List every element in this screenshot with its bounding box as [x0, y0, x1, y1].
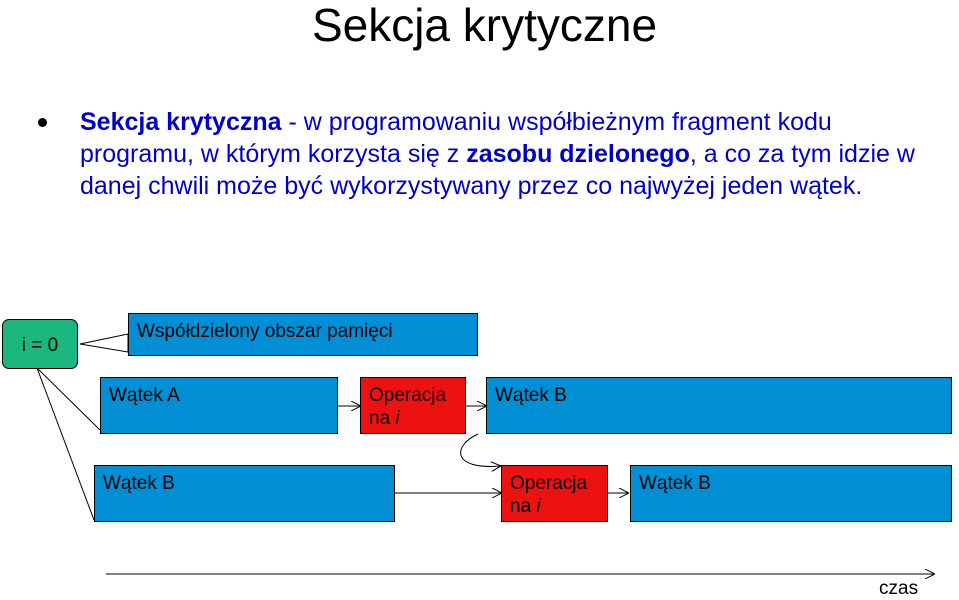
operation-line1: Operacja [369, 385, 447, 406]
operation-var: i [395, 408, 400, 429]
term-critical-section: Sekcja krytyczna [80, 108, 282, 136]
thread-b-box-row2: Wątek B [94, 465, 395, 522]
callout-wedge [80, 334, 128, 352]
operation-line2-prefix: na [369, 408, 396, 429]
definition-part-2: , a co za tym idzie w danej chwili może być wykorzystywany przez co najwyżej jeden wątek. [80, 140, 915, 200]
variable-box: i = 0 [2, 319, 78, 369]
link-to-thread-a [37, 368, 100, 430]
operation-line2 [510, 495, 607, 518]
operation-line2 [369, 407, 465, 430]
thread-b-box-row1: Wątek B [486, 377, 952, 434]
term-shared-resource: zasobu dzielonego [466, 140, 690, 168]
definition-part-1: - w programowaniu współbieżnym fragment kodu programu, w którym korzysta się z [80, 108, 832, 168]
link-to-thread-b [37, 368, 94, 520]
thread-b-after-box-row2: Wątek B [630, 465, 952, 522]
operation-box-row1 [360, 377, 466, 434]
operation-var: i [536, 496, 541, 517]
time-axis-label: czas [879, 578, 919, 599]
thread-a-box: Wątek A [100, 377, 338, 434]
shared-memory-box: Współdzielony obszar pamięci [128, 313, 478, 356]
arrow-operation-handoff [461, 434, 500, 466]
slide-title: Sekcja krytyczne [311, 0, 658, 51]
operation-line2-prefix: na [510, 496, 537, 517]
operation-line1: Operacja [510, 473, 588, 494]
operation-box-row2 [501, 465, 608, 522]
